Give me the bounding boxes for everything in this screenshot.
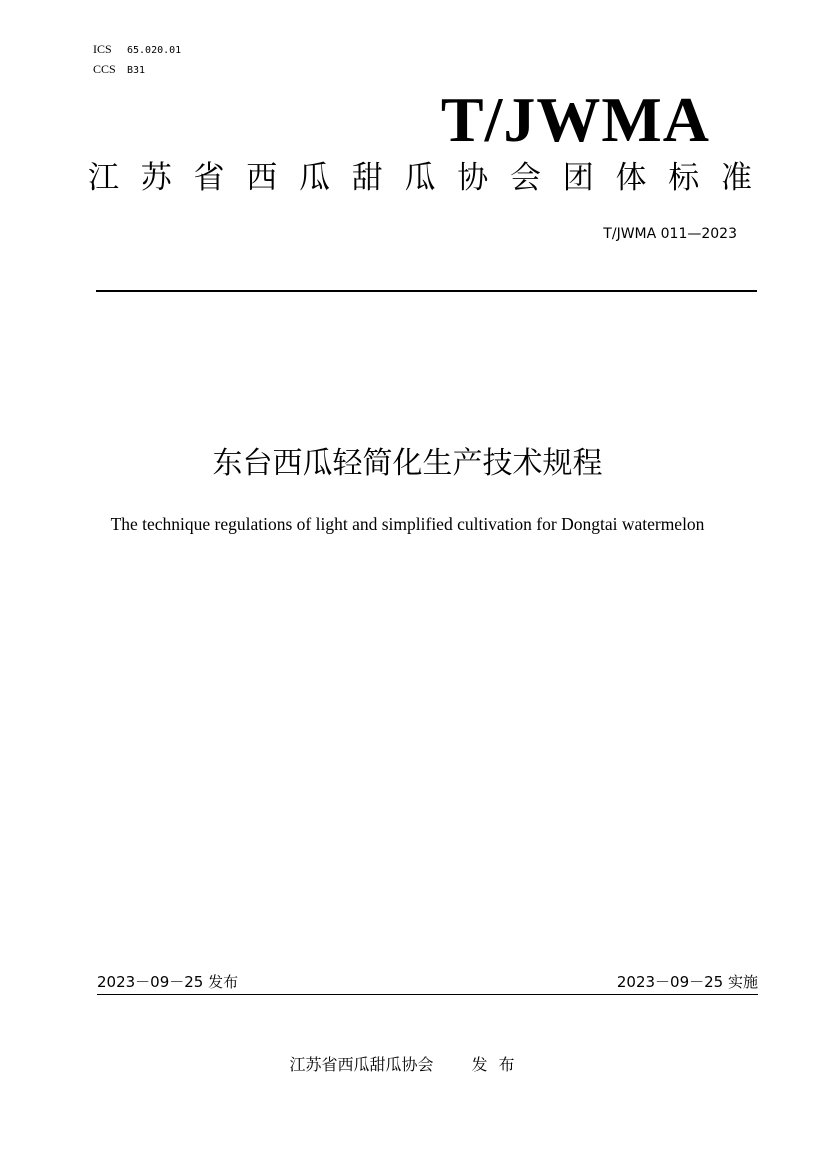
org-title-char: 团 [562,160,594,196]
standard-brand-code: T/JWMA [440,84,710,155]
org-title-char: 会 [510,160,541,196]
publisher-line [0,1053,815,1077]
org-title-char: 体 [615,160,647,196]
ics-value: 65.020.01 [127,45,182,56]
footer-divider [97,994,758,995]
org-title-char: 省 [193,160,225,196]
ics-label: ICS [93,42,112,56]
org-title-char: 准 [721,160,752,196]
ics-row [93,40,181,60]
organization-standard-title [88,153,752,203]
ccs-value: B31 [127,65,146,76]
org-title-char: 瓜 [404,160,436,196]
header-divider [96,290,757,292]
org-title-char: 瓜 [299,160,330,196]
document-title-english: The technique regulations of light and simplified cultivation for Dongtai watermelon [110,514,705,534]
ccs-label: CCS [93,62,116,76]
implementation-date: 2023－09－25 实施 [616,973,758,991]
org-title-char: 苏 [140,160,172,196]
org-title-char: 标 [668,160,700,196]
publisher-action: 发布 [471,1055,526,1074]
ccs-row [93,60,181,80]
publisher-name: 江苏省西瓜甜瓜协会 [289,1055,434,1074]
standard-number: T/JWMA 011—2023 [603,226,737,242]
org-title-char: 协 [457,160,489,196]
classification-codes [93,40,181,80]
document-title-chinese: 东台西瓜轻简化生产技术规程 [212,446,603,481]
org-title-char: 江 [88,160,119,196]
org-title-char: 西 [246,160,278,196]
org-title-char: 甜 [351,160,383,196]
issue-date: 2023－09－25 发布 [97,973,239,991]
